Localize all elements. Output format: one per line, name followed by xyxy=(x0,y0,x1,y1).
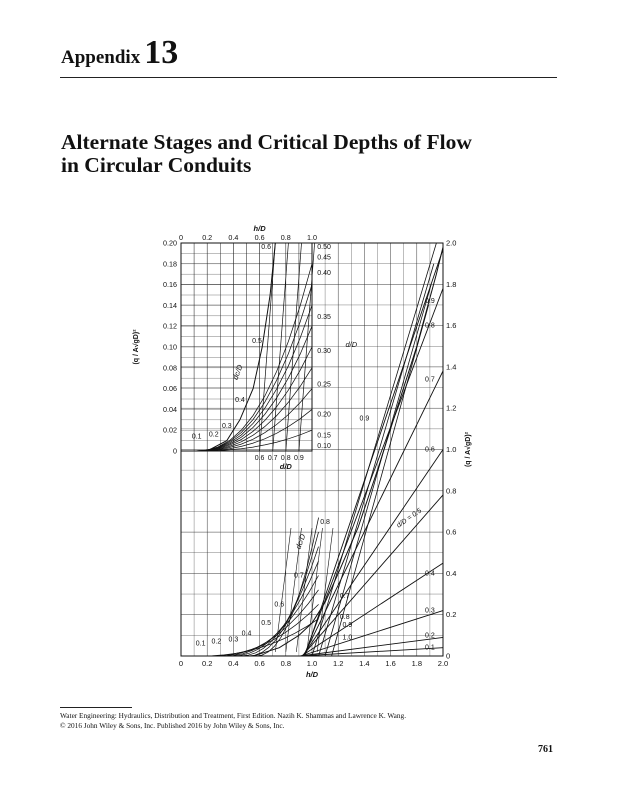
main-y-tick-label: 1.6 xyxy=(446,321,457,331)
inset-x-tick-label: 0 xyxy=(179,233,183,242)
main-dD-line xyxy=(305,249,443,656)
inset-right-label: 0.50 xyxy=(317,244,331,252)
main-x-tick-label: 1.8 xyxy=(411,659,423,668)
main-x-tick-label: 1.4 xyxy=(359,659,370,668)
main-dD-right-label: 0.8 xyxy=(425,322,435,330)
main-x-tick-label: 1.6 xyxy=(385,659,396,668)
title-line-1: Alternate Stages and Critical Depths of Flow xyxy=(61,130,472,154)
inset-left-label: 0.2 xyxy=(208,431,219,439)
inset-y-tick-label: 0.02 xyxy=(163,425,177,435)
main-steep-line xyxy=(319,264,434,656)
inset-y-tick-label: 0.04 xyxy=(163,404,177,414)
main-lower-right-label: 0.7 xyxy=(339,593,350,601)
main-y-tick-label: 0.4 xyxy=(446,568,457,578)
inset-y-tick-label: 0.14 xyxy=(163,300,177,310)
inset-left-label: 0.3 xyxy=(221,423,232,431)
inset-left-label: 0.5 xyxy=(252,337,262,345)
main-x-tick-label: 0.6 xyxy=(254,659,265,668)
main-critical-curve xyxy=(232,561,318,656)
main-dD-line xyxy=(300,648,443,656)
inset-x-tick-label: 0.8 xyxy=(280,233,291,242)
main-dD-right-label: 0.2 xyxy=(425,632,435,640)
inset-x-axis-label: h/D xyxy=(253,224,266,233)
main-y-tick-label: 1.2 xyxy=(446,403,457,413)
main-x-tick-label: 0 xyxy=(178,659,184,668)
inset-bottom-tick-label: 0.6 xyxy=(254,455,265,462)
inset-right-label: 0.25 xyxy=(317,381,331,389)
main-critical-axis-label: dc/D xyxy=(293,532,308,551)
inset-right-label: 0.20 xyxy=(317,411,331,419)
inset-critical-label: dc/D xyxy=(230,363,245,381)
main-steep-line xyxy=(332,305,429,656)
main-dD-right-label: 0.4 xyxy=(425,570,435,578)
main-lower-right-label: 0.9 xyxy=(342,622,353,630)
main-y-tick-label: 0 xyxy=(446,651,451,661)
main-critical-label: 0.2 xyxy=(211,638,222,646)
appendix-word: Appendix xyxy=(61,47,141,68)
main-critical-label: 0.5 xyxy=(261,620,272,628)
main-x-tick-label: 0.2 xyxy=(201,659,213,668)
main-lower-right-label: 0.8 xyxy=(339,613,350,621)
main-y-tick-label: 1.8 xyxy=(446,279,457,289)
inset-y-tick-label: 0.12 xyxy=(163,321,177,331)
inset-x-tick-label: 0.4 xyxy=(228,233,239,242)
main-dD-line xyxy=(304,288,443,656)
inset-right-label: 0.15 xyxy=(317,432,331,440)
inset-right-label: 0.35 xyxy=(317,313,331,321)
main-y-tick-label: 1.4 xyxy=(446,362,457,372)
inset-left-label: 0.1 xyxy=(191,433,202,441)
footnote-line-2: © 2016 John Wiley & Sons, Inc. Published 2016 by John Wiley & Sons, Inc. xyxy=(60,721,285,730)
inset-y-tick-label: 0.06 xyxy=(163,384,177,394)
main-x-tick-label: 0.8 xyxy=(280,659,292,668)
footnote-rule xyxy=(60,707,132,708)
main-critical-label: 0.4 xyxy=(241,630,252,638)
main-y-tick-label: 2.0 xyxy=(446,238,457,248)
footnote-line-1: Water Engineering: Hydraulics, Distribution and Treatment, First Edition. Nazih K. Shammas and Lawrence K. Wang. xyxy=(60,711,407,720)
title-line-2: in Circular Conduits xyxy=(61,153,252,177)
inset-y-tick-label: 0.16 xyxy=(163,280,177,290)
inset-right-label: 0.40 xyxy=(317,270,331,278)
main-y-axis-label: (q / A√gD)² xyxy=(465,431,472,468)
inset-y-axis-label: (q / A√gD)² xyxy=(133,329,140,365)
main-critical-label: 0.6 xyxy=(274,601,285,609)
main-critical-label: 0.3 xyxy=(228,636,239,644)
main-dD-right-label: 0.1 xyxy=(425,644,435,652)
inset-bottom-tick-label: 0.8 xyxy=(280,455,291,462)
inset-x-tick-label: 1.0 xyxy=(307,233,317,242)
main-dD-right-label: 0.9 xyxy=(425,297,435,305)
main-dD-right-label: 0.6 xyxy=(425,446,435,454)
main-critical-label: 0.1 xyxy=(195,640,206,648)
inset-y-tick-label: 0.18 xyxy=(163,259,177,269)
main-y-tick-label: 1.0 xyxy=(446,445,457,454)
inset-left-label: 0.4 xyxy=(235,397,245,405)
footnote xyxy=(60,711,406,731)
inset-y-tick-label: 0.10 xyxy=(163,342,177,352)
main-x-axis-label: h/D xyxy=(305,670,319,679)
inset-y-tick-label: 0 xyxy=(173,446,177,456)
inset-right-label: 0.10 xyxy=(317,442,331,450)
inset-y-tick-label: 0.08 xyxy=(163,363,177,373)
inset-right-label: 0.30 xyxy=(317,348,331,356)
inset-top-label: 0.6 xyxy=(261,244,272,252)
main-x-tick-label: 1.2 xyxy=(332,659,344,668)
main-x-tick-label: 1.0 xyxy=(306,659,318,668)
inset-bottom-label: d/D xyxy=(279,462,292,471)
main-critical-label: 0.7 xyxy=(294,572,304,580)
appendix-number: 13 xyxy=(144,34,179,71)
page-number: 761 xyxy=(538,744,553,755)
main-x-tick-label: 0.4 xyxy=(228,659,239,668)
main-y-tick-label: 0.2 xyxy=(446,610,457,620)
main-x-tick-label: 2.0 xyxy=(437,659,449,668)
inset-y-tick-label: 0.20 xyxy=(163,238,177,248)
main-y-tick-label: 0.6 xyxy=(446,527,457,537)
inset-right-label: 0.45 xyxy=(317,254,331,262)
inset-x-tick-label: 0.2 xyxy=(202,233,213,242)
inset-x-tick-label: 0.6 xyxy=(254,233,265,242)
main-dD-right-label: 0.3 xyxy=(425,607,435,615)
main-critical-label: 0.8 xyxy=(320,518,330,526)
main-y-tick-label: 0.8 xyxy=(446,486,457,496)
inset-dD-label: d/D xyxy=(345,340,358,349)
inset-bottom-tick-label: 0.9 xyxy=(294,455,304,462)
main-lower-right-label: 1.0 xyxy=(342,634,353,642)
main-dD-right-label: 0.7 xyxy=(425,376,435,384)
inset-bottom-tick-label: 0.7 xyxy=(267,455,278,462)
main-upper-label: 0.9 xyxy=(359,415,370,423)
main-dD-label: d/D = 0.5 xyxy=(395,507,424,530)
